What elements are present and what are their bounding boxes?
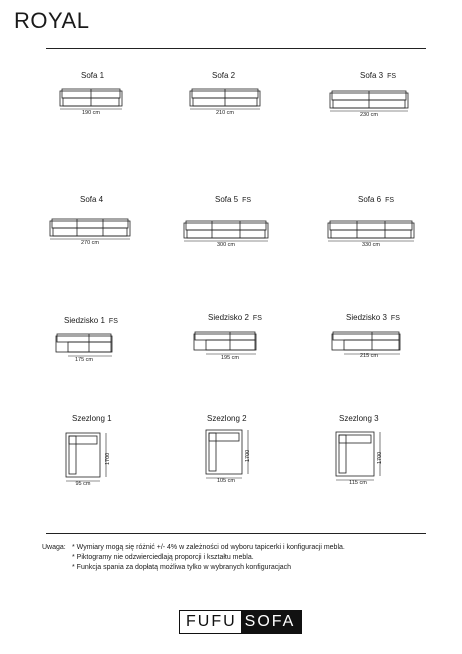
siedzisko-3-pictogram [332, 331, 400, 355]
page-title: ROYAL [14, 8, 90, 33]
sofa-2-width: 210 cm [215, 110, 235, 116]
sofa-6-width: 330 cm [361, 242, 381, 248]
siedzisko-3-label: Siedzisko 3 FS [346, 313, 400, 322]
sofa-5-width: 300 cm [216, 242, 236, 248]
szezlong-2-width: 105 cm [216, 478, 236, 484]
sofa-2-pictogram [190, 88, 260, 110]
szezlong-3-width: 115 cm [349, 480, 367, 486]
sofa-3-pictogram [330, 90, 408, 112]
sofa-3-width: 230 cm [359, 112, 379, 118]
siedzisko-3-width: 215 cm [359, 353, 379, 359]
sofa-4-pictogram [50, 218, 130, 240]
sofa-6-pictogram [328, 220, 414, 242]
notes-lead: Uwaga: [42, 544, 66, 551]
siedzisko-2-pictogram [194, 331, 256, 355]
top-divider [46, 48, 426, 49]
sofa-1-width: 190 cm [81, 110, 101, 116]
sofa-4-width: 270 cm [80, 240, 100, 246]
szezlong-1-label: Szezlong 1 [72, 414, 112, 423]
brand-logo-part1: FUFU [180, 611, 241, 633]
siedzisko-2-width: 195 cm [220, 355, 240, 361]
sofa-4-label: Sofa 4 [80, 195, 104, 204]
sofa-1-pictogram [60, 88, 122, 110]
sofa-5-label: Sofa 5 FS [215, 195, 252, 204]
sofa-6-label: Sofa 6 FS [358, 195, 395, 204]
notes [42, 543, 345, 573]
note-line: * Piktogramy nie odzwierciedlają proporcji i kształtu mebla. [72, 554, 254, 561]
szezlong-1-width: 95 cm [75, 481, 91, 487]
siedzisko-1-width: 175 cm [74, 357, 94, 363]
szezlong-2-label: Szezlong 2 [207, 414, 247, 423]
siedzisko-1-label: Siedzisko 1 FS [64, 316, 118, 325]
bottom-divider [46, 533, 426, 534]
brand-logo [179, 610, 302, 634]
siedzisko-1-pictogram [56, 333, 112, 357]
sofa-5-pictogram [184, 220, 268, 242]
sofa-2-label: Sofa 2 [212, 71, 236, 80]
sofa-1-label: Sofa 1 [81, 71, 105, 80]
note-line: * Funkcja spania za dopłatą możliwa tylko w wybranych konfiguracjach [72, 564, 292, 571]
siedzisko-2-label: Siedzisko 2 FS [208, 313, 262, 322]
sofa-3-label: Sofa 3 FS [360, 71, 397, 80]
szezlong-3-length: 1700 [377, 451, 383, 464]
szezlong-3-label: Szezlong 3 [339, 414, 379, 423]
szezlong-2-length: 1700 [245, 449, 251, 462]
brand-logo-part2: SOFA [241, 611, 302, 633]
szezlong-1-length: 1700 [105, 452, 111, 465]
note-line: * Wymiary mogą się różnić +/- 4% w zależności od wyboru tapicerki i konfiguracji mebla. [72, 544, 345, 551]
